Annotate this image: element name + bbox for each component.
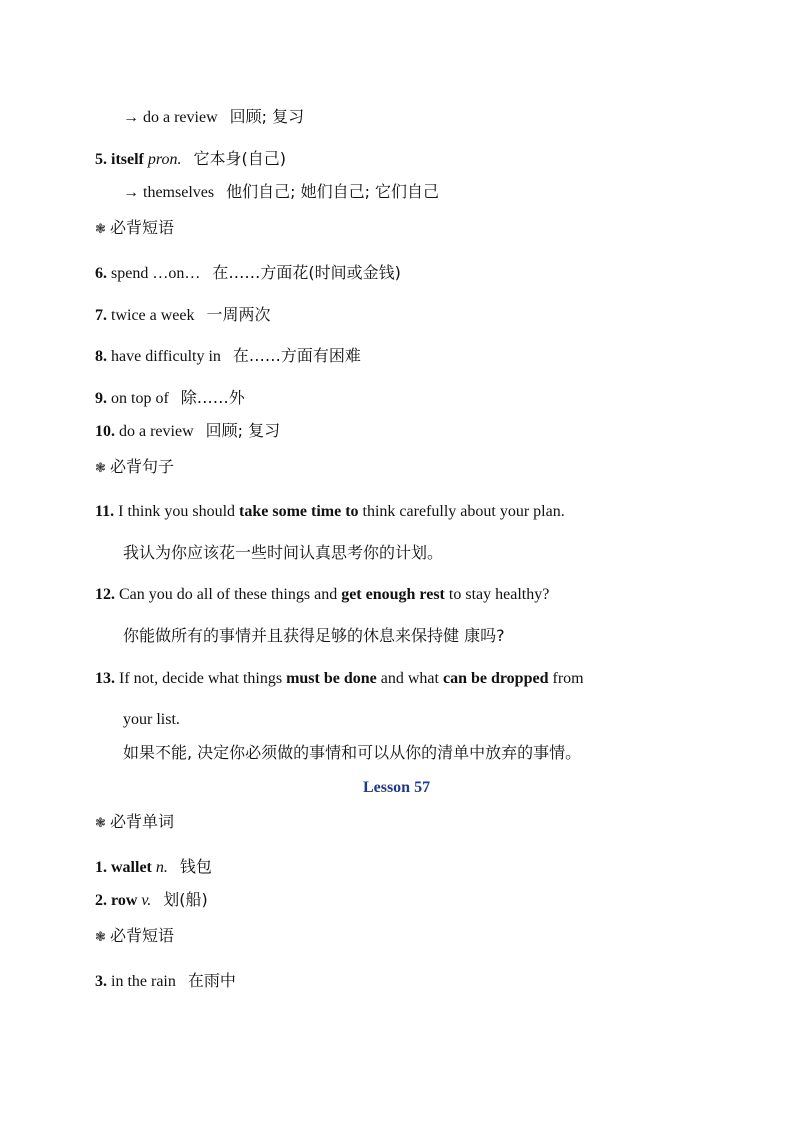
phrase-en: in the rain	[111, 973, 176, 990]
heading-text: 必背单词	[110, 812, 175, 831]
part-of-speech: pron.	[147, 151, 182, 168]
item-number: 3.	[95, 973, 107, 990]
section-heading-words	[95, 812, 174, 834]
phrase-cn: 回顾; 复习	[229, 107, 305, 126]
item-number: 12.	[95, 586, 115, 603]
sentence-key-phrase: must be done	[286, 670, 377, 687]
flower-icon: ❃	[95, 461, 106, 476]
phrase-en: do a review	[119, 423, 194, 440]
phrase-en: themselves	[143, 184, 215, 201]
sentence-part: Can you do all of these things and	[119, 586, 338, 603]
sentence-part: and what	[380, 670, 439, 687]
sentence-translation-13: 如果不能, 决定你必须做的事情和可以从你的清单中放弃的事情。	[123, 743, 582, 762]
vocab-cn: 划(船)	[163, 890, 208, 909]
item-number: 7.	[95, 307, 107, 324]
phrase-cn: 回顾; 复习	[205, 421, 281, 440]
item-number: 1.	[95, 859, 107, 876]
sentence-item-11	[95, 502, 565, 522]
section-heading-phrases-2	[95, 926, 174, 948]
item-number: 5.	[95, 151, 107, 168]
item-number: 8.	[95, 348, 107, 365]
phrase-en: on top of	[111, 390, 169, 407]
vocab-word: row	[111, 892, 138, 909]
sentence-item-12	[95, 585, 549, 605]
phrase-item-10	[95, 421, 280, 442]
sentence-item-13	[95, 669, 584, 689]
phrase-en: twice a week	[111, 307, 195, 324]
phrase-cn: 他们自己; 她们自己; 它们自己	[226, 182, 440, 201]
phrase-item-3	[95, 971, 236, 992]
phrase-cn: 除……外	[180, 388, 245, 407]
arrow-symbol: →	[123, 109, 139, 126]
section-heading-sentences	[95, 457, 174, 479]
sentence-part: from	[552, 670, 584, 687]
arrow-symbol: →	[123, 184, 139, 201]
phrase-en: have difficulty in	[111, 348, 221, 365]
sentence-continuation-13: your list.	[123, 711, 180, 728]
sentence-key-phrase: can be dropped	[442, 670, 549, 687]
flower-icon: ❃	[95, 816, 106, 831]
phrase-item-7	[95, 305, 271, 326]
sentence-part: I think you should	[118, 503, 236, 520]
item-number: 2.	[95, 892, 107, 909]
section-heading-phrases	[95, 218, 174, 240]
phrase-cn: 在……方面有困难	[232, 346, 361, 365]
sentence-key-phrase: get enough rest	[341, 586, 445, 603]
phrase-en: do a review	[143, 109, 218, 126]
sentence-key-phrase: take some time to	[239, 503, 359, 520]
flower-icon: ❃	[95, 930, 106, 945]
item-number: 6.	[95, 265, 107, 282]
item-number: 13.	[95, 670, 115, 687]
vocab-cn: 钱包	[179, 857, 212, 876]
heading-text: 必背句子	[110, 457, 175, 476]
phrase-en: spend …on…	[111, 265, 201, 282]
sentence-part: to stay healthy?	[448, 586, 550, 603]
phrase-cn: 一周两次	[206, 305, 271, 324]
part-of-speech: v.	[141, 892, 152, 909]
vocab-item-row	[95, 890, 208, 911]
sentence-part: think carefully about your plan.	[362, 503, 565, 520]
phrase-item-6	[95, 263, 401, 284]
sentence-translation-11: 我认为你应该花一些时间认真思考你的计划。	[123, 543, 444, 562]
vocab-word: wallet	[111, 859, 152, 876]
heading-text: 必背短语	[110, 926, 175, 945]
heading-text: 必背短语	[110, 218, 175, 237]
phrase-item-8	[95, 346, 361, 367]
item-number: 9.	[95, 390, 107, 407]
lesson-title: Lesson 57	[362, 779, 431, 796]
phrase-cn: 在雨中	[187, 971, 236, 990]
vocab-word: itself	[111, 151, 144, 168]
flower-icon: ❃	[95, 222, 106, 237]
phrase-cn: 在……方面花(时间或金钱)	[212, 263, 401, 282]
vocab-item-wallet	[95, 857, 212, 878]
phrase-line-review-arrow	[123, 107, 304, 128]
part-of-speech: n.	[155, 859, 168, 876]
item-number: 10.	[95, 423, 115, 440]
item-number: 11.	[95, 503, 115, 520]
sentence-translation-12: 你能做所有的事情并且获得足够的休息来保持健 康吗?	[123, 626, 505, 645]
vocab-item-itself	[95, 149, 286, 170]
vocab-cn: 它本身(自己)	[193, 149, 287, 168]
sentence-part: If not, decide what things	[119, 670, 283, 687]
phrase-item-9	[95, 388, 245, 409]
phrase-line-themselves	[123, 182, 439, 203]
